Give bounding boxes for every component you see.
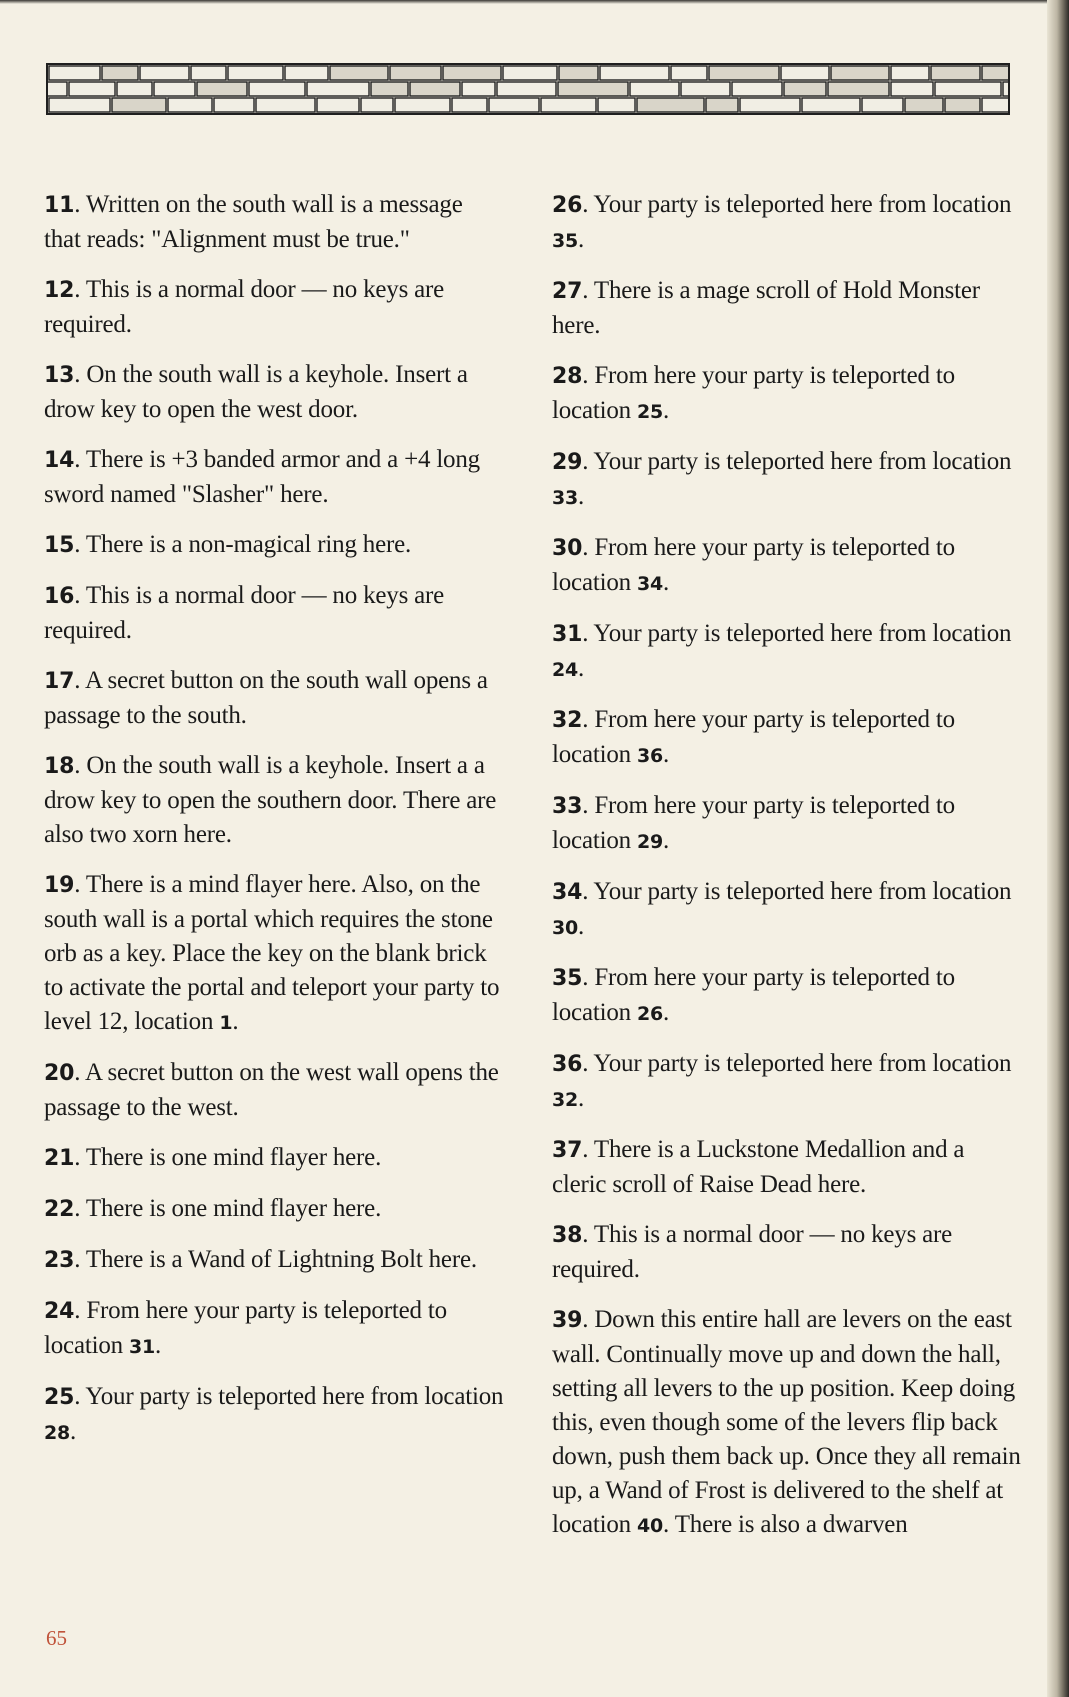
location-description: From here your party is teleported to location [552, 362, 955, 424]
brick [503, 66, 557, 80]
brick [891, 66, 929, 80]
brick [249, 82, 305, 96]
location-entry: 17. A secret button on the south wall opens a passage to the south. [44, 667, 488, 729]
location-description-tail: . There is also a dwarven [663, 1511, 908, 1538]
location-entry: 18. On the south wall is a keyhole. Insert a a drow key to open the southern door. There are also two xorn here. [44, 752, 497, 848]
brick [395, 98, 450, 112]
location-reference: 29 [637, 831, 664, 853]
brick [112, 98, 166, 112]
brick-wall-banner [46, 63, 1010, 115]
location-description-tail: . [663, 827, 670, 854]
location-entry: 11. Written on the south wall is a message that reads: "Alignment must be true." [44, 191, 463, 253]
brick [982, 66, 1008, 80]
location-number: 22 [44, 1197, 75, 1222]
location-entry: 36. Your party is teleported here from location 32. [552, 1050, 1012, 1112]
brick-wall-pattern [48, 65, 1008, 113]
location-description: A secret button on the south wall opens a passage to the south. [44, 667, 488, 729]
brick [931, 66, 980, 80]
location-number: 39 [552, 1308, 583, 1333]
location-description: A secret button on the west wall opens the passage to the west. [44, 1059, 499, 1121]
location-description-tail: . [578, 483, 585, 510]
location-entry: 30. From here your party is teleported to location 34. [552, 534, 955, 596]
brick [49, 66, 100, 80]
location-entry: 26. Your party is teleported here from location 35. [552, 191, 1012, 253]
location-number: 37 [552, 1138, 583, 1163]
brick [102, 66, 138, 80]
location-description: There is a Wand of Lightning Bolt here. [85, 1246, 477, 1273]
brick [330, 66, 388, 80]
location-description: Written on the south wall is a message that reads: "Alignment must be true." [44, 191, 463, 253]
brick [559, 66, 598, 80]
location-description: There is one mind flayer here. [85, 1144, 382, 1171]
location-entry: 16. This is a normal door — no keys are required. [44, 582, 445, 644]
location-description-tail: . [70, 1418, 77, 1445]
location-number: 25 [44, 1385, 75, 1410]
location-entry: 19. There is a mind flayer here. Also, on the south wall is a portal which requires the stone orb as a key. Place the key on the blank brick to activate the portal and teleport your party to level 12, location 1. [44, 871, 500, 1035]
location-description: There is +3 banded armor and a +4 long sword named "Slasher" here. [44, 446, 480, 508]
location-entry: 14. There is +3 banded armor and a +4 long sword named "Slasher" here. [44, 446, 480, 508]
brick [1003, 82, 1008, 96]
location-description: Your party is teleported here from location [593, 1050, 1012, 1077]
brick [982, 98, 1008, 112]
location-number: 23 [44, 1248, 75, 1273]
location-number: 30 [552, 536, 583, 561]
location-description: From here your party is teleported to location [552, 706, 955, 768]
location-number: 26 [552, 193, 583, 218]
right-column [552, 188, 1022, 1559]
location-number: 18 [44, 754, 75, 779]
brick [140, 66, 189, 80]
location-reference: 28 [44, 1422, 71, 1444]
location-entry: 12. This is a normal door — no keys are required. [44, 276, 445, 338]
page-top-shadow [0, 0, 1069, 4]
location-entry: 35. From here your party is teleported to location 26. [552, 964, 955, 1026]
location-description-tail: . [663, 397, 670, 424]
location-description-tail: . [663, 569, 670, 596]
brick [390, 66, 441, 80]
brick [214, 98, 254, 112]
location-entry: 20. A secret button on the west wall opens the passage to the west. [44, 1059, 499, 1121]
location-number: 27 [552, 279, 583, 304]
location-reference: 25 [637, 401, 664, 423]
brick [781, 66, 829, 80]
location-entry: 37. There is a Luckstone Medallion and a cleric scroll of Raise Dead here. [552, 1136, 965, 1198]
location-description-tail: . [232, 1008, 239, 1035]
location-entry: 39. Down this entire hall are levers on the east wall. Continually move up and down the hall, setting all levers to the up position. Keep doing this, even though some of the levers flip back down, push them back up. Once they all remain up, a Wand of Frost is delivered to the shelf at location 40. There is also a dwarven [552, 1306, 1021, 1538]
location-entry: 28. From here your party is teleported to location 25. [552, 362, 955, 424]
location-description: From here your party is teleported to location [44, 1297, 447, 1359]
brick [489, 98, 539, 112]
brick [740, 98, 800, 112]
location-reference: 30 [552, 917, 579, 939]
brick [637, 98, 704, 112]
brick [935, 82, 1001, 96]
brick [630, 82, 679, 96]
brick [307, 82, 369, 96]
brick [168, 98, 212, 112]
location-description: From here your party is teleported to location [552, 534, 955, 596]
location-reference: 33 [552, 487, 579, 509]
location-reference: 35 [552, 230, 579, 252]
location-description: From here your party is teleported to location [552, 964, 955, 1026]
brick [48, 82, 67, 96]
location-entry: 33. From here your party is teleported to location 29. [552, 792, 955, 854]
location-description: There is a non-magical ring here. [85, 531, 412, 558]
location-reference: 40 [637, 1515, 664, 1537]
location-description-tail: . [578, 655, 585, 682]
location-reference: 26 [637, 1003, 664, 1025]
location-description: On the south wall is a keyhole. Insert a a drow key to open the southern door. There are also two xorn here. [44, 752, 497, 848]
page-number: 65 [46, 1626, 67, 1650]
brick [600, 66, 669, 80]
brick [681, 82, 730, 96]
location-reference: 31 [129, 1336, 156, 1358]
location-description-tail: . [578, 226, 585, 253]
brick [317, 98, 359, 112]
location-entry: 34. Your party is teleported here from location 30. [552, 878, 1012, 940]
location-reference: 1 [219, 1012, 233, 1034]
brick [117, 82, 152, 96]
location-number: 12 [44, 278, 75, 303]
location-number: 33 [552, 794, 583, 819]
location-number: 13 [44, 363, 75, 388]
location-description: From here your party is teleported to location [552, 792, 955, 854]
location-description: Your party is teleported here from location [85, 1383, 504, 1410]
location-reference: 24 [552, 659, 579, 681]
location-entry: 25. Your party is teleported here from location 28. [44, 1383, 504, 1445]
location-number: 38 [552, 1223, 583, 1248]
brick [862, 98, 903, 112]
location-number: 14 [44, 448, 75, 473]
brick [191, 66, 226, 80]
brick [197, 82, 247, 96]
location-description-tail: . [663, 741, 670, 768]
location-entry: 13. On the south wall is a keyhole. Insert a drow key to open the west door. [44, 361, 468, 423]
brick [371, 82, 408, 96]
location-description: Your party is teleported here from location [593, 448, 1012, 475]
brick [154, 82, 195, 96]
location-entry: 29. Your party is teleported here from location 33. [552, 448, 1012, 510]
book-binding-edge [1047, 0, 1069, 1697]
location-entry: 27. There is a mage scroll of Hold Monster here. [552, 277, 980, 339]
location-number: 24 [44, 1299, 75, 1324]
location-description-tail: . [578, 913, 585, 940]
location-number: 21 [44, 1146, 75, 1171]
location-number: 16 [44, 584, 75, 609]
location-number: 34 [552, 880, 583, 905]
brick [558, 82, 628, 96]
location-entry: 15. There is a non-magical ring here. [44, 531, 412, 558]
brick [541, 98, 596, 112]
brick [443, 66, 501, 80]
location-description: This is a normal door — no keys are required. [44, 582, 445, 644]
location-description-tail: . [155, 1332, 162, 1359]
location-number: 11 [44, 193, 75, 218]
location-entry: 21. There is one mind flayer here. [44, 1144, 382, 1171]
brick [598, 98, 635, 112]
brick [945, 98, 980, 112]
brick [285, 66, 328, 80]
location-number: 32 [552, 708, 583, 733]
location-number: 20 [44, 1061, 75, 1086]
location-description: Your party is teleported here from location [593, 620, 1012, 647]
location-description: This is a normal door — no keys are required. [552, 1221, 953, 1283]
location-entry: 23. There is a Wand of Lightning Bolt here. [44, 1246, 477, 1273]
brick [69, 82, 115, 96]
location-reference: 34 [637, 573, 664, 595]
location-description: There is a Luckstone Medallion and a cleric scroll of Raise Dead here. [552, 1136, 965, 1198]
location-number: 35 [552, 966, 583, 991]
brick [497, 82, 556, 96]
brick [784, 82, 826, 96]
location-reference: 32 [552, 1089, 579, 1111]
brick [410, 82, 460, 96]
location-number: 31 [552, 622, 583, 647]
brick [828, 82, 889, 96]
location-description: Your party is teleported here from location [593, 878, 1012, 905]
location-description: There is one mind flayer here. [85, 1195, 382, 1222]
location-entry: 38. This is a normal door — no keys are required. [552, 1221, 953, 1283]
location-description-tail: . [663, 999, 670, 1026]
location-number: 19 [44, 873, 75, 898]
brick [831, 66, 889, 80]
brick [891, 82, 933, 96]
location-entry: 24. From here your party is teleported to location 31. [44, 1297, 447, 1359]
brick [671, 66, 707, 80]
brick [361, 98, 393, 112]
location-number: 15 [44, 533, 75, 558]
location-description: On the south wall is a keyhole. Insert a drow key to open the west door. [44, 361, 468, 423]
brick [228, 66, 283, 80]
location-entry: 32. From here your party is teleported to location 36. [552, 706, 955, 768]
brick [802, 98, 860, 112]
left-column [44, 188, 504, 1466]
brick [905, 98, 943, 112]
location-description: This is a normal door — no keys are required. [44, 276, 445, 338]
location-reference: 36 [637, 745, 664, 767]
location-description: There is a mind flayer here. Also, on the south wall is a portal which requires the stone orb as a key. Place the key on the blank brick to activate the portal and teleport your party to level 12, location [44, 871, 500, 1035]
location-description: There is a mage scroll of Hold Monster here. [552, 277, 980, 339]
location-description: Down this entire hall are levers on the east wall. Continually move up and down the hall, setting all levers to the up position. Keep doing this, even though some of the levers flip back down, push them back up. Once they all remain up, a Wand of Frost is delivered to the shelf at location [552, 1306, 1021, 1538]
location-entry: 22. There is one mind flayer here. [44, 1195, 382, 1222]
location-number: 29 [552, 450, 583, 475]
brick [462, 82, 495, 96]
brick [452, 98, 487, 112]
location-number: 28 [552, 364, 583, 389]
brick [256, 98, 315, 112]
location-number: 17 [44, 669, 75, 694]
brick [706, 98, 738, 112]
brick [49, 98, 110, 112]
brick [732, 82, 782, 96]
location-number: 36 [552, 1052, 583, 1077]
brick [709, 66, 779, 80]
location-entry: 31. Your party is teleported here from location 24. [552, 620, 1012, 682]
location-description-tail: . [578, 1085, 585, 1112]
location-description: Your party is teleported here from location [593, 191, 1012, 218]
